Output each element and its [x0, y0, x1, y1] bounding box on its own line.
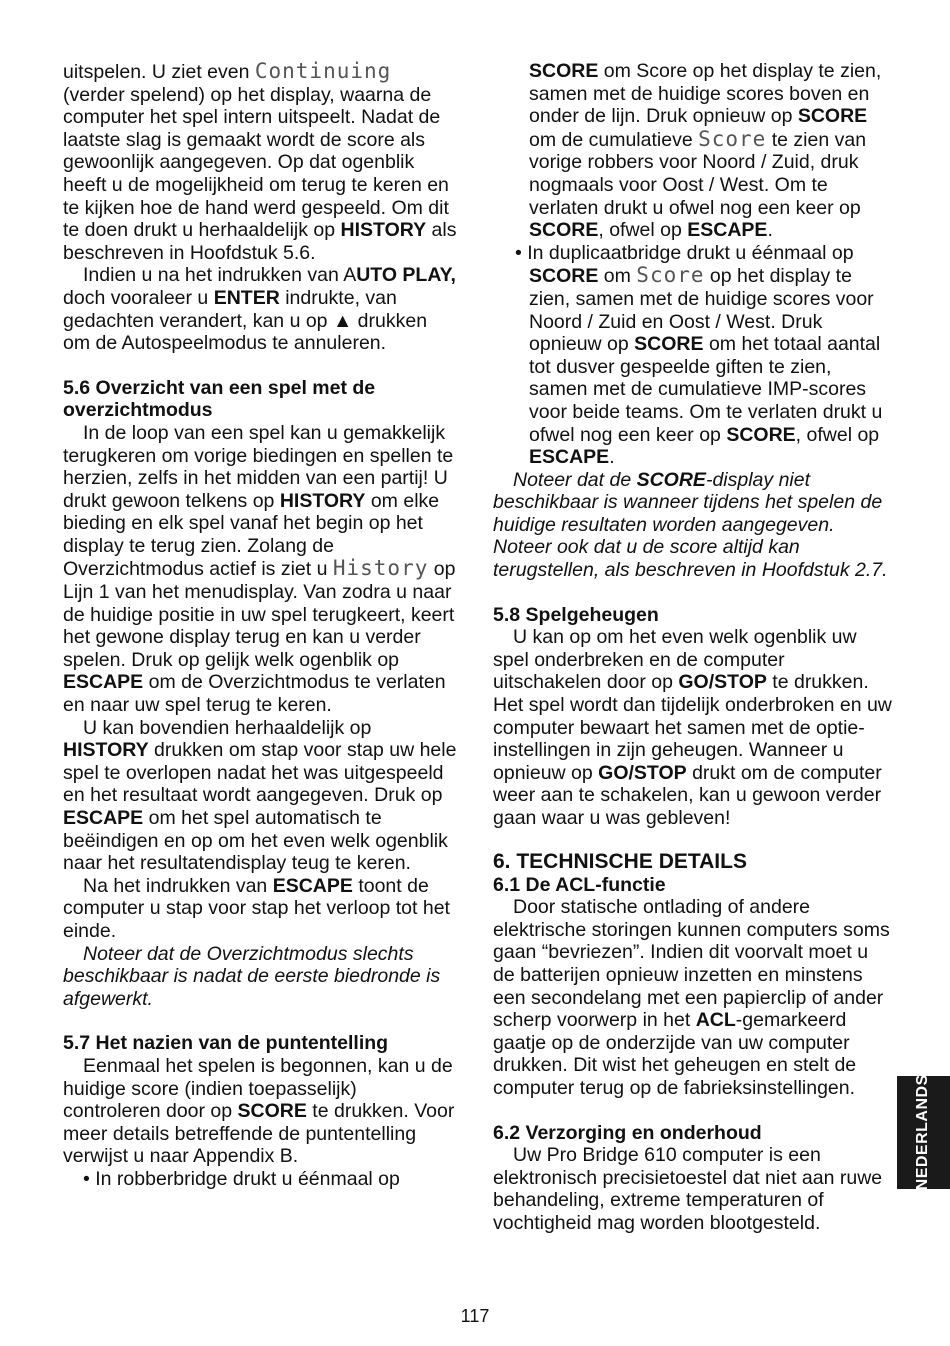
text: om elke bieding en elk spel vanaf het begin op het display te terug zien. Zolang de Overzichtmodus actief is ziet u — [63, 489, 440, 581]
section-heading-5-6: 5.6 Overzicht van een spel met de overzichtmodus — [63, 376, 376, 422]
key-label: HISTORY — [340, 219, 427, 242]
note-paragraph — [493, 469, 893, 582]
text: om de Overzichtmodus te verlaten en naar uw spel terug te keren. — [63, 671, 446, 717]
text: uitspelen. U ziet even — [63, 61, 255, 83]
text: om het spel automatisch te beëindigen en op om het even welk ogenblik naar het resultatendisplay teug te keren. — [63, 807, 448, 875]
key-label: ESCAPE — [687, 219, 768, 242]
chapter-heading-6: 6. TECHNISCHE DETAILS — [493, 849, 747, 873]
text: indrukte, van gedachten verandert, kan u op ▲ drukken om de Autospeelmodus te annuleren. — [63, 286, 428, 355]
key-label: SCORE — [636, 468, 706, 491]
key-label: ESCAPE — [63, 671, 144, 694]
language-tab-label: NEDERLANDS — [914, 1074, 932, 1191]
text: te drukken. Voor meer details betreffende de puntentelling verwijst u naar Appendix B. — [63, 1100, 455, 1168]
language-side-tab — [897, 1076, 950, 1189]
paragraph — [493, 60, 893, 242]
key-label: ACL — [695, 1009, 736, 1032]
lcd-text: Continuing — [254, 59, 392, 83]
left-column — [63, 60, 458, 1191]
lcd-text: Score — [636, 263, 705, 288]
text: te zien van vorige robbers voor Noord / Zuid, druk nogmaals voor Oost / West. Om te verlaten drukt u ofwel nog een keer op — [529, 128, 867, 219]
section-heading-6-1: 6.1 De ACL-functie — [493, 873, 666, 896]
paragraph: Uw Pro Bridge 610 computer is een elektronisch precisietoestel dat niet aan ruwe behandeling, extreme temperaturen of vochtigheid mag worden blootgesteld. — [493, 1144, 883, 1234]
bullet-item: • In robberbridge drukt u éénmaal op — [83, 1167, 400, 1190]
right-column — [493, 60, 893, 1235]
paragraph — [63, 60, 458, 264]
text: toont de computer u stap voor stap het verloop tot het einde. — [63, 874, 450, 942]
text: Noteer dat de — [513, 468, 637, 491]
text: om Score op het display te zien, samen met de huidige scores boven en onder de lijn. Druk opnieuw op — [529, 60, 882, 128]
lcd-text: History — [332, 556, 429, 581]
text: om de cumulatieve — [529, 128, 699, 151]
lcd-text: Score — [698, 126, 767, 151]
paragraph — [63, 264, 458, 354]
key-label: SCORE — [529, 219, 599, 242]
section-heading-5-7: 5.7 Het nazien van de puntentelling — [63, 1032, 389, 1055]
text: doch vooraleer u — [63, 286, 214, 309]
key-label: ENTER — [213, 286, 280, 309]
key-label: SCORE — [634, 333, 704, 356]
text: Eenmaal het spelen is begonnen, kan u de huidige score (indien toepasselijk) controleren door op — [63, 1054, 453, 1123]
section-heading-5-8: 5.8 Spelgeheugen — [493, 603, 659, 626]
text: (verder spelend) op het display, waarna de computer het spel intern uitspeelt. Nadat de laatste slag is gemaakt wordt de score als gewoonlijk aangegeven. Op dat ogenblik heeft u de mogelijkheid om terug te keren en te kijken hoe de hand werd gespeeld. Om dit te doen drukt u herhaaldelijk op — [63, 83, 449, 242]
text: op Lijn 1 van het menudisplay. Van zodra u naar de huidige positie in uw spel terugkeert, keert het gewone display terug en kan u verder spelen. Druk op gelijk welk ogenblik op — [63, 558, 456, 671]
text: • In duplicaatbridge drukt u éénmaal op — [515, 241, 854, 264]
text: om het totaal aantal tot dusver gespeelde giften te zien, samen met de cumulatieve IMP-scores voor beide teams. Om te verlaten drukt u ofwel nog een keer op — [529, 333, 883, 446]
paragraph — [493, 626, 893, 829]
text: Indien u na het indrukken van A — [83, 264, 357, 287]
text: op het display te zien, samen met de huidige scores voor Noord / Zuid en Oost / West. Druk opnieuw op — [529, 265, 874, 356]
key-label: SCORE — [726, 423, 796, 446]
text: als beschreven in Hoofdstuk 5.6. — [63, 219, 457, 264]
key-label: ESCAPE — [529, 446, 610, 469]
paragraph — [63, 422, 458, 717]
text: In de loop van een spel kan u gemakkelijk terugkeren om vorige biedingen en spellen te herzien, zelfs in het midden van een partij! U drukt gewoon telkens op — [63, 421, 454, 512]
key-label: SCORE — [529, 265, 599, 288]
text: Door statische ontlading of andere elektrische storingen kunnen computers soms gaan “bevriezen”. Indien dit voorvalt moet u de batterijen opnieuw inzetten en minstens een secondelang met een papierclip of ander scherp voorwerp in het — [493, 896, 890, 1032]
text: drukken om stap voor stap uw hele spel te overlopen nadat het was uitgespeeld en het resultaat wordt aangegeven. Druk op — [63, 739, 457, 807]
paragraph — [63, 1055, 458, 1168]
note-paragraph: Noteer dat de Overzichtmodus slechts beschikbaar is nadat de eerste biedronde is afgewerkt. — [63, 942, 441, 1010]
text: drukt om de computer weer aan te schakelen, kan u gewoon verder gaan waar u was gebleven! — [493, 761, 882, 829]
paragraph — [63, 717, 458, 875]
paragraph — [493, 896, 893, 1099]
key-label: ESCAPE — [272, 874, 353, 897]
key-label: GO/STOP — [678, 671, 767, 694]
page-number: 117 — [460, 1306, 490, 1326]
key-label: HISTORY — [63, 739, 149, 762]
text: , ofwel op — [598, 219, 688, 242]
key-label: ESCAPE — [63, 807, 144, 829]
key-label: SCORE — [797, 105, 868, 128]
paragraph — [63, 875, 458, 943]
text: U kan bovendien herhaaldelijk op — [83, 716, 372, 739]
key-label: HISTORY — [279, 489, 366, 512]
text: Na het indrukken van — [83, 874, 273, 897]
text: , ofwel op — [795, 423, 880, 446]
section-heading-6-2: 6.2 Verzorging en onderhoud — [493, 1121, 762, 1144]
text: om — [598, 265, 637, 288]
key-label: SCORE — [237, 1100, 307, 1123]
bullet-item — [493, 242, 893, 469]
text: . — [609, 446, 615, 469]
key-label: UTO PLAY, — [356, 264, 456, 287]
key-label: SCORE — [529, 60, 599, 82]
text: . — [767, 219, 773, 242]
text: te drukken. Het spel wordt dan tijdelijk onderbroken en uw computer bewaart het samen met de optie-instellingen in zijn geheugen. Wanneer u opnieuw op — [493, 671, 892, 784]
text: -display niet beschikbaar is wanneer tijdens het spelen de huidige resultaten worden aangegeven. Noteer ook dat u de score altijd kan terugstellen, als beschreven in Hoofdstuk 2.7. — [493, 468, 888, 582]
key-label: GO/STOP — [598, 761, 687, 784]
text: U kan op om het even welk ogenblik uw spel onderbreken en de computer uitschakelen door op — [493, 626, 857, 694]
text: -gemarkeerd gaatje op de onderzijde van uw computer drukken. Dit wist het geheugen en stelt de computer terug op de fabrieksinstellingen. — [493, 1009, 857, 1099]
